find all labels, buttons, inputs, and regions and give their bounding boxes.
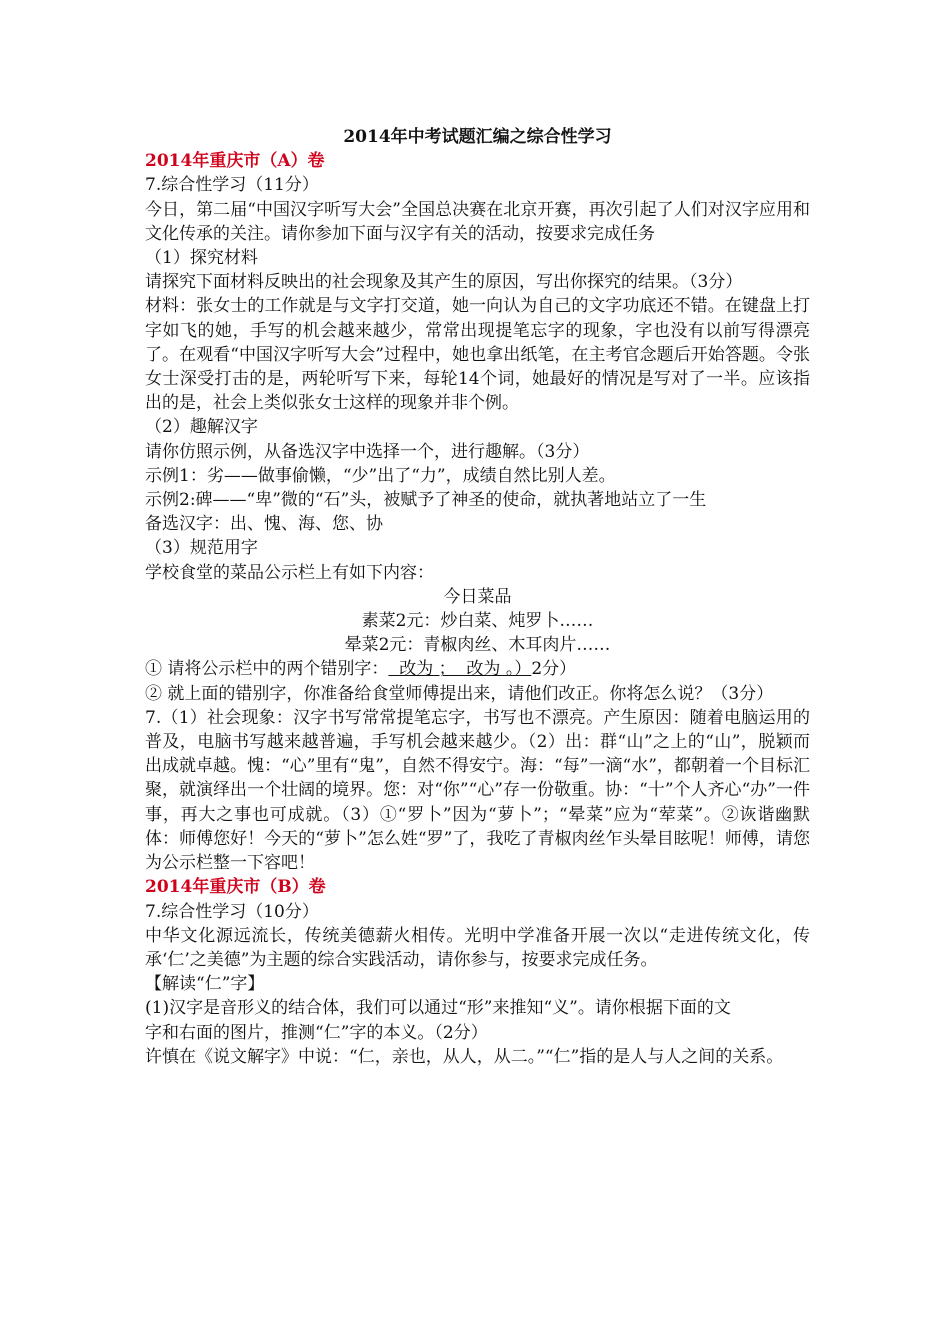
sub-question-1: [145, 657, 810, 681]
menu-line: 晕菜2元：青椒肉丝、木耳肉片……: [344, 635, 611, 656]
sub-question-1-score: 2分）: [531, 659, 577, 680]
part1-material: 材料：张女士的工作就是与文字打交道，她一向认为自己的文字功底还不错。在键盘上打字如飞的她，手写的机会越来越少，常常出现提笔忘字的现象，字也没有以前写得漂亮了。在观看“中国汉字听写大会”过程中，她也拿出纸笔，在主考官念题后开始答题。令张女士深受打击的是，两轮听写下来，每轮14个词，她最好的情况是写对了一半。应该指出的是，社会上类似张女士这样的现象并非个例。: [145, 296, 810, 414]
sub-question-1-text: ① 请将公示栏中的两个错别字：: [145, 659, 389, 680]
menu-line: 素菜2元：炒白菜、炖罗卜……: [361, 611, 594, 632]
question-title: 7.综合性学习（10分）: [145, 901, 319, 922]
question-title: 7.综合性学习（11分）: [145, 175, 319, 196]
candidate-characters: 备选汉字：出、愧、海、您、协: [145, 514, 383, 535]
document-page: [145, 125, 810, 1069]
section-a-heading: 2014年重庆市（A）卷: [145, 151, 325, 172]
part1-title: （1）探究材料: [145, 248, 258, 269]
document-title: 2014年中考试题汇编之综合性学习: [343, 127, 612, 147]
answer-blank: 改为 ； 改为 。）: [388, 659, 532, 680]
part3-title: （3）规范用字: [145, 538, 258, 559]
menu-title: 今日菜品: [443, 586, 512, 607]
example-2: 示例2:碑——“卑”微的“石”头，被赋予了神圣的使命，就执著地站立了一生: [145, 490, 707, 511]
part3-prompt: 学校食堂的菜品公示栏上有如下内容：: [145, 562, 434, 583]
example-1: 示例1：劣——做事偷懒，“少”出了“力”，成绩自然比别人差。: [145, 465, 616, 486]
question-intro: 今日，第二届“中国汉字听写大会”全国总决赛在北京开赛，再次引起了人们对汉字应用和文化传承的关注。请你参加下面与汉字有关的活动，按要求完成任务: [145, 199, 810, 244]
answer-key: 7.（1）社会现象：汉字书写常常提笔忘字，书写也不漂亮。产生原因：随着电脑运用的普及，电脑书写越来越普遍，手写机会越来越少。（2）出：群“山”之上的“山”，脱颖而出成就卓越。愧：“心”里有“鬼”，自然不得安宁。海：“每”一滴“水”，都朝着一个目标汇聚，就演绎出一个壮阔的境界。您：对“你”“心”存一份敬重。协：“十”个人齐心“办”一件事，再大之事也可成就。（3）①“罗卜”因为“萝卜”；“晕菜”应为“荤菜”。②诙谐幽默体：师傅您好！今天的“萝卜”怎么姓“罗”了，我吃了青椒肉丝乍头晕目眩呢！师傅，请您为公示栏整一下容吧！: [145, 707, 810, 874]
part1-prompt: 请探究下面材料反映出的社会现象及其产生的原因，写出你探究的结果。（3分）: [145, 272, 743, 293]
quote-text: 许慎在《说文解字》中说：“仁，亲也，从人，从二。”“仁”指的是人与人之间的关系。: [145, 1046, 784, 1067]
part2-prompt: 请你仿照示例，从备选汉字中选择一个，进行趣解。（3分）: [145, 441, 590, 462]
sub-section-title: 【解读“仁”字】: [145, 974, 265, 995]
section-b-heading: 2014年重庆市（B）卷: [145, 877, 326, 898]
sub-question-1-cont: 字和右面的图片，推测“仁”字的本义。（2分）: [145, 1022, 488, 1043]
question-intro: 中华文化源远流长，传统美德薪火相传。光明中学准备开展一次以“走进传统文化，传承‘仁’之美德”为主题的综合实践活动，请你参与，按要求完成任务。: [145, 925, 810, 970]
sub-question-2: ② 就上面的错别字，你准备给食堂师傅提出来，请他们改正。你将怎么说？（3分）: [145, 683, 774, 704]
sub-question-1: (1)汉字是音形义的结合体，我们可以通过“形”来推知“义”。请你根据下面的文: [145, 998, 731, 1019]
part2-title: （2）趣解汉字: [145, 417, 258, 438]
